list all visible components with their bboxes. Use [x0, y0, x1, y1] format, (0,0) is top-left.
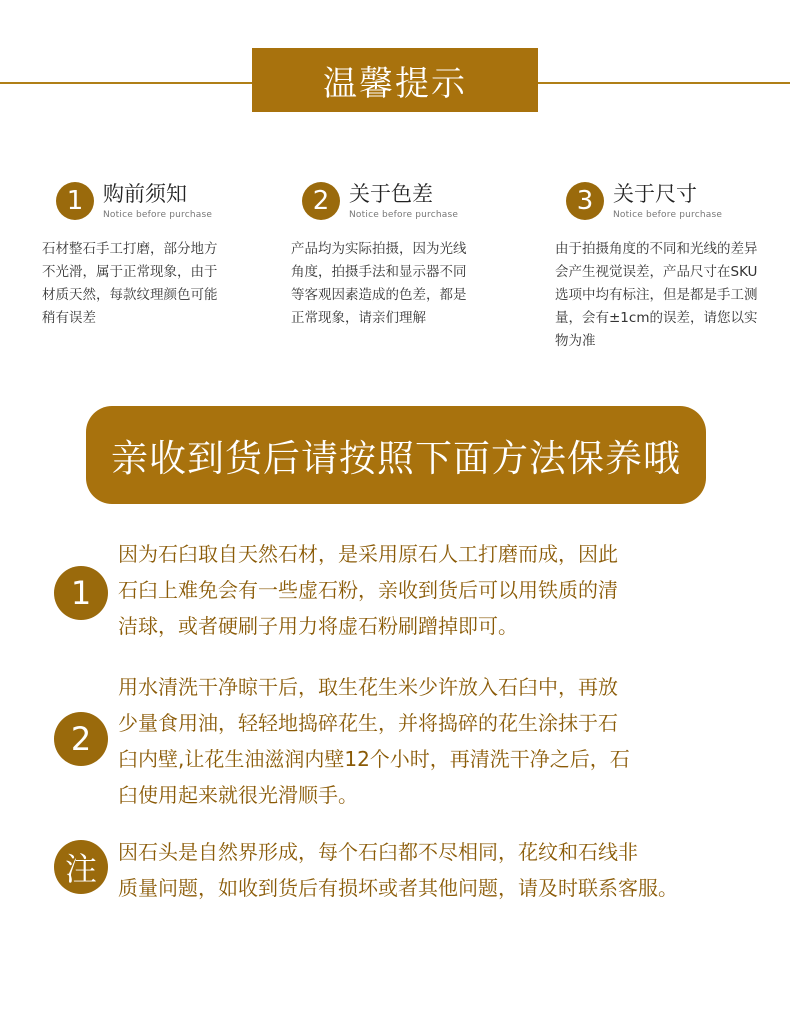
notice-line: 正常现象，请亲们理解 — [291, 310, 426, 326]
step-line: 用水清洗干净晾干后，取生花生米少许放入石臼中，再放 — [118, 675, 618, 699]
notice-color-difference — [302, 182, 458, 220]
step-line: 臼内壁,让花生油滋润内壁12个小时，再清洗干净之后，石 — [118, 747, 630, 771]
note-text — [118, 834, 778, 906]
notice-line: 石材整石手工打磨，部分地方 — [42, 241, 218, 257]
step-line: 少量食用油，轻轻地捣碎花生，并将捣碎的花生涂抹于石 — [118, 711, 618, 735]
notice-line: 量，会有±1cm的误差，请您以实 — [555, 310, 758, 326]
step-text-1 — [118, 536, 758, 644]
notice-number-badge: 2 — [302, 182, 340, 220]
notice-size — [566, 182, 722, 220]
notice-subtitle: Notice before purchase — [349, 210, 459, 220]
notice-number-badge: 1 — [56, 182, 94, 220]
notice-body-size — [555, 238, 758, 353]
notice-number-badge: 3 — [566, 182, 604, 220]
step-number-badge: 2 — [54, 712, 108, 766]
care-instructions-banner: 亲收到货后请按照下面方法保养哦 — [86, 406, 706, 504]
step-line: 质量问题，如收到货后有损坏或者其他问题，请及时联系客服。 — [118, 876, 678, 900]
notice-line: 不光滑，属于正常现象，由于 — [42, 264, 218, 280]
step-text-2 — [118, 669, 758, 813]
notice-title: 购前须知 — [103, 182, 187, 206]
notice-line: 由于拍摄角度的不同和光线的差异 — [555, 241, 758, 257]
notice-title: 关于尺寸 — [613, 182, 697, 206]
notice-subtitle: Notice before purchase — [103, 210, 213, 220]
step-line: 因为石臼取自天然石材，是采用原石人工打磨而成，因此 — [118, 542, 618, 566]
notice-line: 物为准 — [555, 333, 596, 349]
step-line: 因石头是自然界形成，每个石臼都不尽相同，花纹和石线非 — [118, 840, 638, 864]
note-badge: 注 — [54, 840, 108, 894]
notice-body-color — [291, 238, 467, 330]
notice-line: 材质天然，每款纹理颜色可能 — [42, 287, 218, 303]
notice-line: 产品均为实际拍摄，因为光线 — [291, 241, 467, 257]
notice-line: 角度，拍摄手法和显示器不同 — [291, 264, 467, 280]
notice-title: 关于色差 — [349, 182, 433, 206]
notice-subtitle: Notice before purchase — [613, 210, 723, 220]
step-line: 石臼上难免会有一些虚石粉，亲收到货后可以用铁质的清 — [118, 578, 618, 602]
notice-purchase — [56, 182, 212, 220]
step-line: 洁球，或者硬刷子用力将虚石粉刷蹭掉即可。 — [118, 614, 518, 638]
notice-line: 稍有误差 — [42, 310, 96, 326]
notice-body-purchase — [42, 238, 218, 330]
step-line: 臼使用起来就很光滑顺手。 — [118, 783, 358, 807]
notice-line: 等客观因素造成的色差，都是 — [291, 287, 467, 303]
notice-line: 选项中均有标注，但是都是手工测 — [555, 287, 758, 303]
notice-line: 会产生视觉误差，产品尺寸在SKU — [555, 264, 758, 280]
step-number-badge: 1 — [54, 566, 108, 620]
page-title: 温馨提示 — [252, 48, 538, 112]
